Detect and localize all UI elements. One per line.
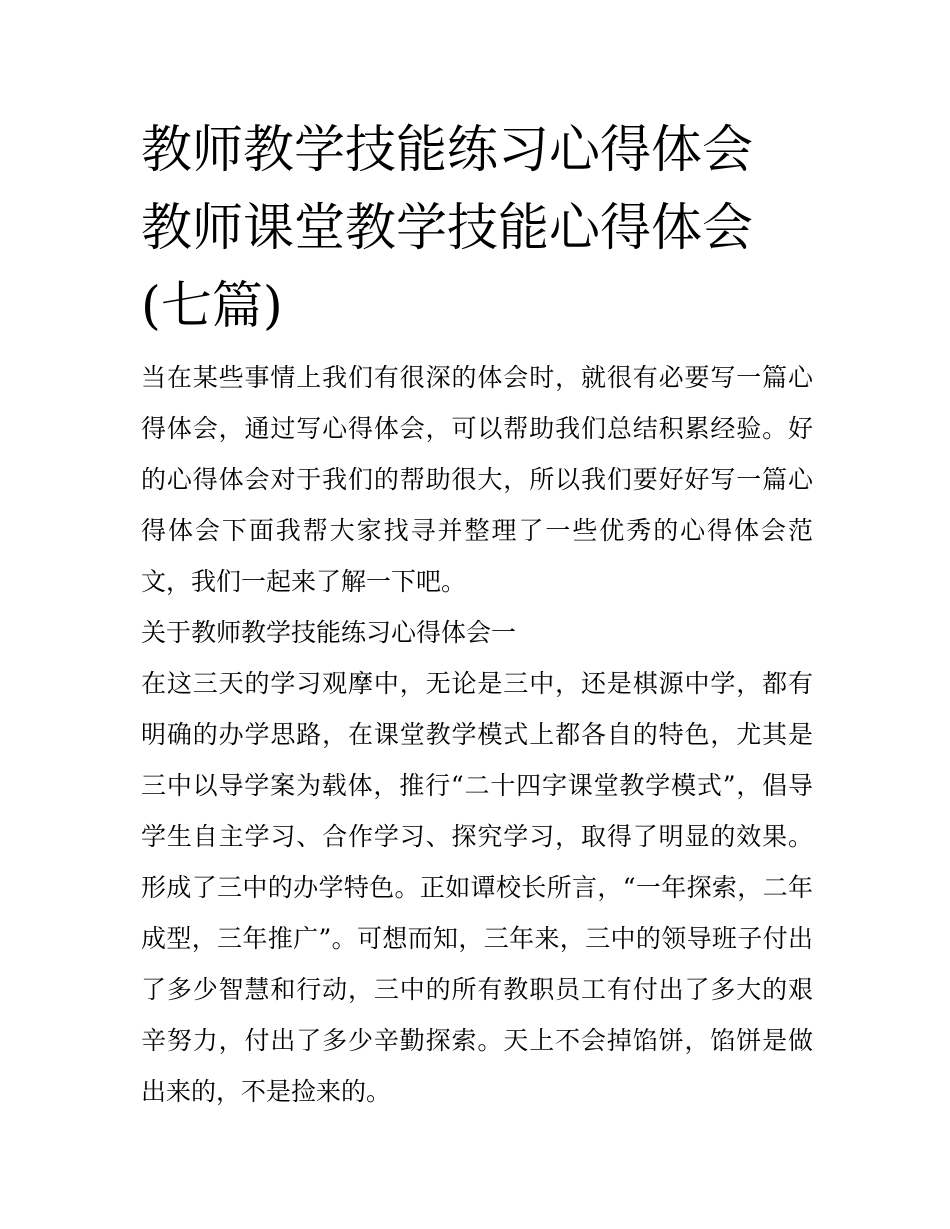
document-content (141, 112, 813, 1117)
section-heading: 关于教师教学技能练习心得体会一 (141, 618, 517, 647)
intro-paragraph: 当在某些事情上我们有很深的体会时，就很有必要写一篇心得体会，通过写心得体会，可以帮助我们总结积累经验。好的心得体会对于我们的帮助很大，所以我们要好好写一篇心得体会下面我帮大家找寻并整理了一些优秀的心得体会范文，我们一起来了解一下吧。 (141, 363, 813, 596)
body-paragraph: 在这三天的学习观摩中，无论是三中，还是棋源中学，都有明确的办学思路，在课堂教学模式上都各自的特色，尤其是三中以导学案为载体，推行“二十四字课堂教学模式”，倡导学生自主学习、合作学习、探究学习，取得了明显的效果。形成了三中的办学特色。正如谭校长所言，“一年探索，二年成型，三年推广”。可想而知，三年来，三中的领导班子付出了多少智慧和行动，三中的所有教职员工有付出了多大的艰辛努力，付出了多少辛勤探索。天上不会掉馅饼，馅饼是做出来的，不是捡来的。 (141, 669, 813, 1106)
document-title: 教师教学技能练习心得体会 教师课堂教学技能心得体会(七篇) (141, 121, 754, 336)
